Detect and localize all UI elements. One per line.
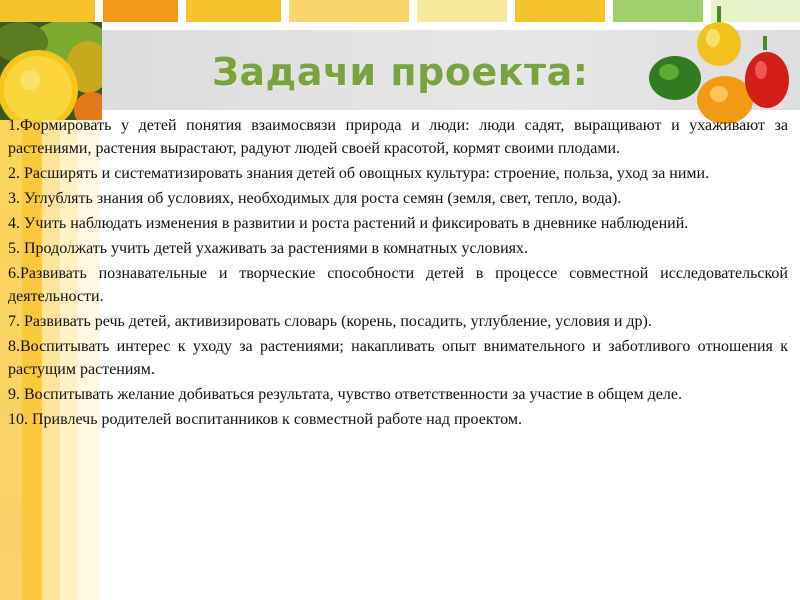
top-strip-6 bbox=[515, 0, 605, 22]
bell-peppers-image bbox=[645, 0, 800, 130]
tasks-list bbox=[8, 114, 788, 433]
page-title: Задачи проекта: bbox=[212, 50, 589, 94]
task-item: 3. Углублять знания об условиях, необходимых для роста семян (земля, свет, тепло, вода). bbox=[8, 190, 622, 207]
top-strip-3 bbox=[186, 0, 281, 22]
top-strip-1 bbox=[0, 0, 95, 22]
task-item: 7. Развивать речь детей, активизировать словарь (корень, посадить, углубление, условия и др). bbox=[8, 313, 652, 330]
top-strip-2 bbox=[103, 0, 178, 22]
task-item: 5. Продолжать учить детей ухаживать за растениями в комнатных условиях. bbox=[8, 240, 529, 257]
task-item: 2. Расширять и систематизировать знания детей об овощных культура: строение, польза, уход за ними. bbox=[8, 165, 710, 182]
task-item: 8.Воспитывать интерес к уходу за растениями; накапливать опыт внимательного и заботливого отношения к растущим растениям. bbox=[8, 338, 788, 378]
task-item: 9. Воспитывать желание добиваться результата, чувство ответственности за участие в общем деле. bbox=[8, 386, 682, 403]
top-strip-4 bbox=[289, 0, 409, 22]
task-item: 10. Привлечь родителей воспитанников к совместной работе над проектом. bbox=[8, 411, 522, 428]
top-strip-5 bbox=[417, 0, 507, 22]
task-item: 4. Учить наблюдать изменения в развитии и роста растений и фиксировать в дневнике наблюдений. bbox=[8, 215, 689, 232]
task-item: 1.Формировать у детей понятия взаимосвязи природа и люди: люди садят, выращивают и ухаживают за растениями, растения вырастают, радуют людей своей красотой, кормят своими плодами. bbox=[8, 117, 788, 157]
citrus-fruit-image bbox=[0, 22, 102, 120]
task-item: 6.Развивать познавательные и творческие способности детей в процессе совместной исследовательской деятельности. bbox=[8, 265, 788, 305]
